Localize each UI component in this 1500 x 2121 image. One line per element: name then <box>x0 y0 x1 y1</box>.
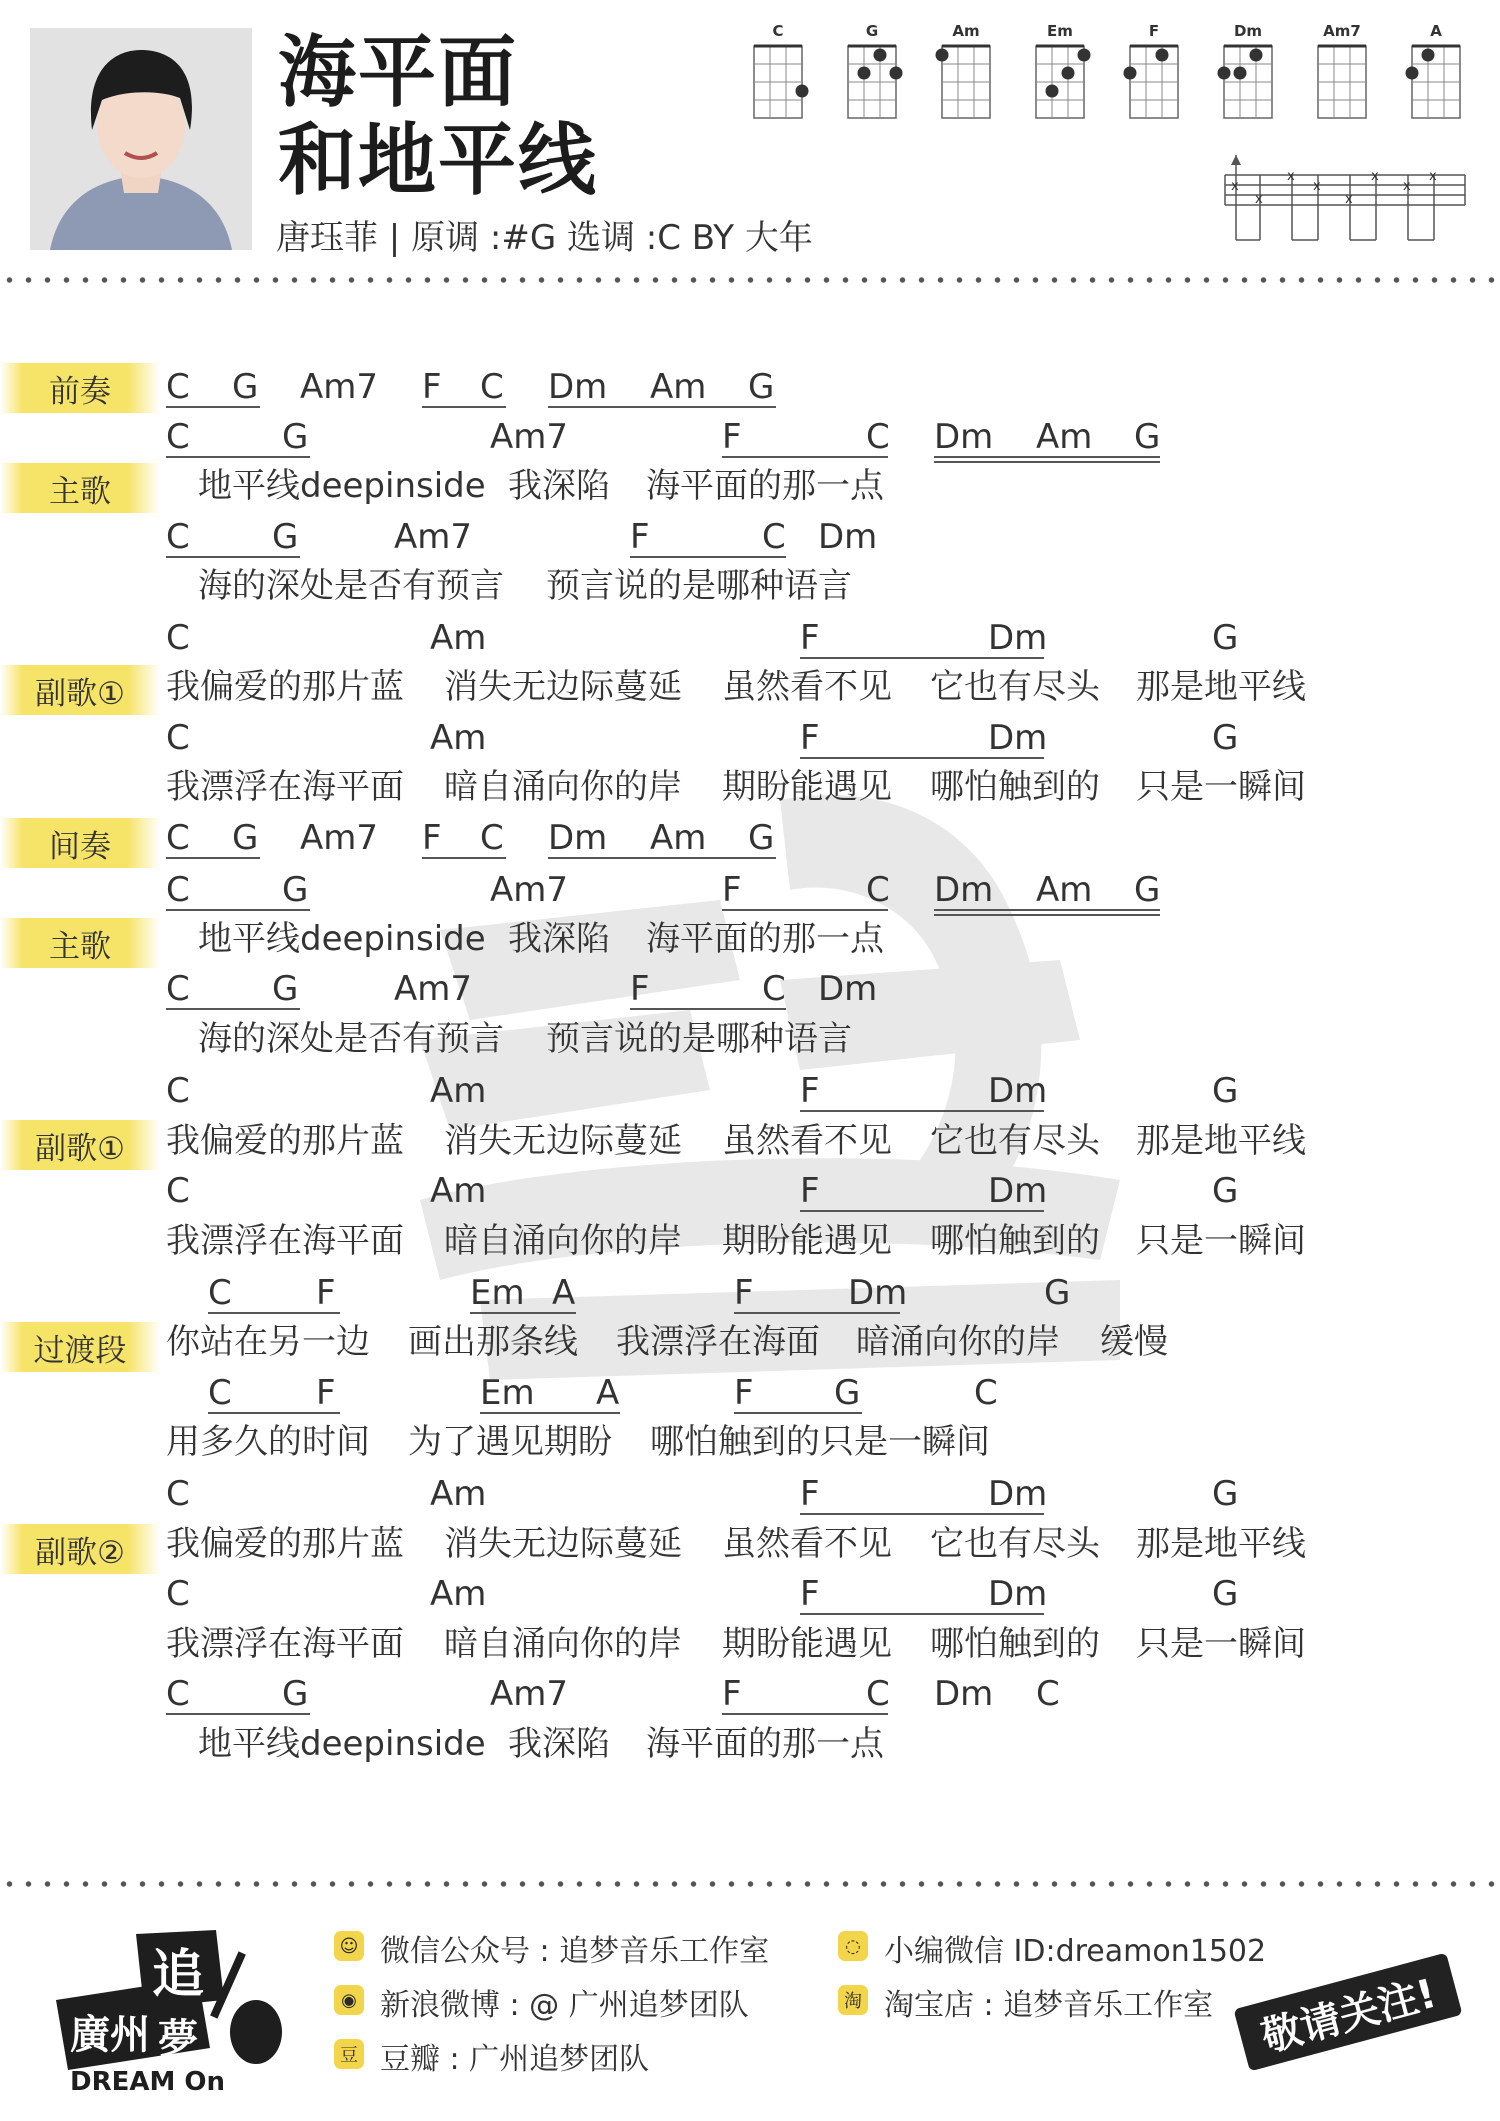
lyric: 我漂浮在海平面 <box>166 1624 404 1664</box>
logo-text: DREAM On <box>70 2067 226 2095</box>
taobao-icon: 淘 <box>838 1985 868 2015</box>
chord-underline <box>166 456 310 458</box>
chord: Dm <box>988 618 1048 658</box>
lyric: 我深陷 <box>508 1724 610 1764</box>
chord: C <box>166 618 190 658</box>
chat-icon: ◌ <box>838 1931 868 1961</box>
chord: Am <box>1036 417 1093 457</box>
lyric: 海平面的那一点 <box>646 919 884 959</box>
chord: Am <box>430 1071 487 1111</box>
lyric: 哪怕触到的 <box>930 1221 1100 1261</box>
logo-text: 夢 <box>158 2016 198 2062</box>
lyric: 我偏爱的那片蓝 <box>166 1121 404 1161</box>
lyric: 预言说的是哪种语言 <box>546 566 852 606</box>
chord: Dm <box>988 1071 1048 1111</box>
chord: C <box>166 517 190 557</box>
chord: G <box>272 969 299 1009</box>
finger-dot <box>874 49 887 62</box>
chord: F <box>630 969 650 1009</box>
weibo-icon: ◉ <box>334 1985 364 2015</box>
chord-underline <box>548 406 776 408</box>
chord: F <box>734 1273 754 1313</box>
lyric: 那是地平线 <box>1136 1524 1306 1564</box>
chord: Dm <box>934 417 994 457</box>
svg-text:x: x <box>1255 192 1263 207</box>
finger-dot <box>1046 85 1059 98</box>
chord: Dm <box>988 1474 1048 1514</box>
lyric: 只是一瞬间 <box>1136 1624 1306 1664</box>
chord: F <box>722 417 742 457</box>
chord: G <box>1212 1474 1239 1514</box>
chord: C <box>208 1373 232 1413</box>
chord: C <box>166 1674 190 1714</box>
chord-diagram-label: F <box>1148 22 1160 40</box>
chord-underline <box>422 857 506 859</box>
chord: C <box>480 367 504 407</box>
chord: G <box>1212 1574 1239 1614</box>
chord: Dm <box>818 517 878 557</box>
chord: F <box>422 818 442 858</box>
section-label-chorus: 副歌① <box>0 665 160 715</box>
chord: C <box>762 517 786 557</box>
footer-douban: 豆瓣 : 广州追梦团队 <box>380 2042 650 2077</box>
chord-diagram-g <box>848 22 903 118</box>
chord: G <box>232 818 259 858</box>
chord-diagram-label: C <box>772 22 784 40</box>
finger-dot <box>1156 49 1169 62</box>
logo-text: 追 <box>152 1945 205 2005</box>
finger-dot <box>1422 49 1435 62</box>
chord-diagram-label: G <box>865 22 879 40</box>
lyric: 我偏爱的那片蓝 <box>166 1524 404 1564</box>
chord-diagram-c <box>754 22 809 118</box>
chord-underline <box>800 757 1044 759</box>
chord: G <box>1212 618 1239 658</box>
chord: C <box>480 818 504 858</box>
chord-diagram-am <box>936 22 991 118</box>
chord: C <box>866 1674 890 1714</box>
chord-underline <box>208 1412 340 1414</box>
chord: Am7 <box>490 417 569 457</box>
chord-underline <box>800 1513 1044 1515</box>
dream-on-logo <box>48 1930 288 2095</box>
lyric: 它也有尽头 <box>930 667 1100 707</box>
chord-underline <box>722 456 888 458</box>
chord-diagram-label: Am7 <box>1323 22 1361 40</box>
chord: Am <box>430 718 487 758</box>
chord: F <box>800 1071 820 1111</box>
chord: G <box>282 1674 309 1714</box>
chord-underline <box>800 1210 1044 1212</box>
finger-dot <box>796 85 809 98</box>
svg-text:x: x <box>1313 179 1321 194</box>
chord: C <box>166 367 190 407</box>
chord-underline <box>734 1412 862 1414</box>
chord-diagram-label: Am <box>952 22 980 40</box>
chord: C <box>166 1071 190 1111</box>
chord-underline <box>422 406 506 408</box>
chord-underline <box>208 1312 340 1314</box>
chord-underline <box>548 857 776 859</box>
svg-text:x: x <box>1231 179 1239 194</box>
chord: Em <box>470 1273 525 1313</box>
chord: Am <box>430 618 487 658</box>
chord: G <box>1212 1171 1239 1211</box>
lyric: 虽然看不见 <box>722 667 892 707</box>
chord: C <box>166 969 190 1009</box>
chord: Am7 <box>490 1674 569 1714</box>
chord-underline <box>800 657 1044 659</box>
footer-wechat: 微信公众号 : 追梦音乐工作室 <box>380 1934 770 1969</box>
lyric: 期盼能遇见 <box>722 1221 892 1261</box>
chord: Am7 <box>300 367 379 407</box>
section-label-bridge: 过渡段 <box>0 1322 160 1372</box>
chord: Am <box>430 1171 487 1211</box>
chord: C <box>166 1574 190 1614</box>
chord: C <box>866 417 890 457</box>
chord-diagram-em <box>1036 22 1091 118</box>
chord: Dm <box>988 1171 1048 1211</box>
chord: F <box>800 1171 820 1211</box>
lyric: 暗自涌向你的岸 <box>444 1624 682 1664</box>
section-label-intro: 前奏 <box>0 363 160 413</box>
chord-diagram-label: A <box>1430 22 1442 40</box>
footer-weibo: 新浪微博 : @ 广州追梦团队 <box>380 1988 749 2023</box>
lyric: 地平线deepinside <box>198 1724 486 1764</box>
chord: Am <box>650 818 707 858</box>
chord: G <box>834 1373 861 1413</box>
finger-dot <box>1078 49 1091 62</box>
chord: Dm <box>934 1674 994 1714</box>
chord: G <box>748 367 775 407</box>
chord-underline <box>480 1412 620 1414</box>
lyric: 预言说的是哪种语言 <box>546 1019 852 1059</box>
chord: Am7 <box>394 517 473 557</box>
svg-text:x: x <box>1403 179 1411 194</box>
chord: F <box>800 1474 820 1514</box>
lyric: 哪怕触到的 <box>930 1624 1100 1664</box>
section-label-verse: 主歌 <box>0 918 160 968</box>
chord-underline <box>166 909 310 911</box>
section-label-chorus: 副歌① <box>0 1120 160 1170</box>
lyric: 你站在另一边 <box>166 1322 370 1362</box>
chord-underline <box>934 909 1160 916</box>
lyric: 它也有尽头 <box>930 1524 1100 1564</box>
chord: G <box>282 870 309 910</box>
finger-dot <box>890 67 903 80</box>
chord: F <box>722 1674 742 1714</box>
chord-diagram-am7 <box>1318 22 1366 118</box>
strum-pattern <box>1220 155 1470 259</box>
chord-diagrams <box>748 20 1468 130</box>
lyric: 我漂浮在海面 <box>616 1322 820 1362</box>
chord-underline <box>166 1008 300 1010</box>
chord: Am7 <box>300 818 379 858</box>
lyric: 暗自涌向你的岸 <box>444 1221 682 1261</box>
finger-dot <box>1062 67 1075 80</box>
chord: G <box>272 517 299 557</box>
chord: G <box>282 417 309 457</box>
svg-text:x: x <box>1371 169 1379 184</box>
svg-text:x: x <box>1429 169 1437 184</box>
lyric: 哪怕触到的只是一瞬间 <box>650 1422 990 1462</box>
douban-icon: 豆 <box>334 2039 364 2069</box>
footer-editor: 小编微信 ID:dreamon1502 <box>884 1934 1267 1969</box>
chord: Am <box>430 1474 487 1514</box>
chord: Dm <box>934 870 994 910</box>
lyric: 海平面的那一点 <box>646 1724 884 1764</box>
chord: F <box>722 870 742 910</box>
chord-underline <box>166 1713 310 1715</box>
chord: Am <box>650 367 707 407</box>
lyric: 我深陷 <box>508 919 610 959</box>
chord-underline <box>734 1312 900 1314</box>
lyric: 我漂浮在海平面 <box>166 1221 404 1261</box>
chord: F <box>630 517 650 557</box>
chord: G <box>1044 1273 1071 1313</box>
chord: C <box>166 870 190 910</box>
logo-text: 廣州 <box>70 2012 150 2058</box>
chord-diagram-dm <box>1218 22 1273 118</box>
chord-underline <box>166 857 260 859</box>
lyric: 虽然看不见 <box>722 1121 892 1161</box>
section-label-interlude: 间奏 <box>0 818 160 868</box>
lyric: 画出那条线 <box>408 1322 578 1362</box>
chord: Am <box>1036 870 1093 910</box>
song-title-line1: 海平面 <box>278 28 519 118</box>
chord: C <box>166 1171 190 1211</box>
lyric: 只是一瞬间 <box>1136 1221 1306 1261</box>
chord: Am7 <box>394 969 473 1009</box>
lyric: 海的深处是否有预言 <box>198 1019 504 1059</box>
lyric: 海的深处是否有预言 <box>198 566 504 606</box>
chord: G <box>1212 1071 1239 1111</box>
chord-underline <box>800 1110 1044 1112</box>
finger-dot <box>1124 67 1137 80</box>
song-title-line2: 和地平线 <box>278 116 599 206</box>
lyric: 消失无边际蔓延 <box>444 667 682 707</box>
chord: F <box>800 618 820 658</box>
finger-dot <box>1406 67 1419 80</box>
chord: F <box>734 1373 754 1413</box>
chord: C <box>166 1474 190 1514</box>
lyric: 消失无边际蔓延 <box>444 1121 682 1161</box>
chord-diagram-a <box>1406 22 1461 118</box>
lyric: 那是地平线 <box>1136 1121 1306 1161</box>
lyric: 缓慢 <box>1100 1322 1168 1362</box>
chord: Dm <box>818 969 878 1009</box>
lyric: 为了遇见期盼 <box>408 1422 612 1462</box>
chord-underline <box>722 1713 888 1715</box>
chord-underline <box>630 1008 786 1010</box>
finger-dot <box>1234 67 1247 80</box>
chord: G <box>232 367 259 407</box>
chord: C <box>1036 1674 1060 1714</box>
chord: F <box>422 367 442 407</box>
lyric: 我漂浮在海平面 <box>166 767 404 807</box>
chord: C <box>866 870 890 910</box>
lyric: 海平面的那一点 <box>646 466 884 506</box>
chord: A <box>596 1373 620 1413</box>
chord: A <box>552 1273 576 1313</box>
divider-top <box>0 276 1500 284</box>
finger-dot <box>858 67 871 80</box>
chord: Dm <box>848 1273 908 1313</box>
chord: C <box>762 969 786 1009</box>
chord: C <box>166 718 190 758</box>
lyric: 期盼能遇见 <box>722 1624 892 1664</box>
chord: C <box>166 417 190 457</box>
lyric: 期盼能遇见 <box>722 767 892 807</box>
lyric: 我深陷 <box>508 466 610 506</box>
divider-bottom <box>0 1880 1500 1888</box>
chord-underline <box>630 556 786 558</box>
finger-dot <box>936 49 949 62</box>
chord-diagram-label: Dm <box>1233 22 1263 40</box>
chord-underline <box>470 1312 576 1314</box>
lyric: 地平线deepinside <box>198 919 486 959</box>
chord-diagram-label: Em <box>1047 22 1073 40</box>
lyric: 哪怕触到的 <box>930 767 1100 807</box>
chord-underline <box>934 456 1160 463</box>
follow-badge: 敬请关注! <box>1233 1953 1462 2072</box>
svg-text:x: x <box>1287 169 1295 184</box>
chord: F <box>316 1273 336 1313</box>
chord: Dm <box>548 367 608 407</box>
chord: Am7 <box>490 870 569 910</box>
chord: G <box>1134 417 1161 457</box>
chord: Dm <box>988 1574 1048 1614</box>
chord-underline <box>166 406 260 408</box>
footer-taobao: 淘宝店 : 追梦音乐工作室 <box>884 1988 1214 2023</box>
chord: Dm <box>548 818 608 858</box>
chord: C <box>208 1273 232 1313</box>
chord-underline <box>800 1613 1044 1615</box>
lyric: 暗涌向你的岸 <box>856 1322 1060 1362</box>
chord-underline <box>166 556 300 558</box>
svg-text:x: x <box>1345 192 1353 207</box>
lyric: 暗自涌向你的岸 <box>444 767 682 807</box>
lyric: 只是一瞬间 <box>1136 767 1306 807</box>
chord: F <box>316 1373 336 1413</box>
chord: Em <box>480 1373 535 1413</box>
lyric: 地平线deepinside <box>198 466 486 506</box>
chord: C <box>974 1373 998 1413</box>
finger-dot <box>1218 67 1231 80</box>
chord: G <box>1134 870 1161 910</box>
section-label-chorus-2: 副歌② <box>0 1524 160 1574</box>
chord: G <box>1212 718 1239 758</box>
wechat-icon: ☺ <box>334 1931 364 1961</box>
finger-dot <box>1250 49 1263 62</box>
chord: G <box>748 818 775 858</box>
lyric: 用多久的时间 <box>166 1422 370 1462</box>
chord: F <box>800 1574 820 1614</box>
lyric: 虽然看不见 <box>722 1524 892 1564</box>
artist-photo <box>30 28 252 250</box>
chord: Am <box>430 1574 487 1614</box>
lyric: 消失无边际蔓延 <box>444 1524 682 1564</box>
section-label-verse: 主歌 <box>0 463 160 513</box>
lyric: 那是地平线 <box>1136 667 1306 707</box>
chord-diagram-f <box>1124 22 1179 118</box>
chord-diagram-set <box>748 20 1468 130</box>
lyric: 它也有尽头 <box>930 1121 1100 1161</box>
chord: C <box>166 818 190 858</box>
song-meta: 唐珏菲 | 原调 :#G 选调 :C BY 大年 <box>276 218 813 258</box>
chord: Dm <box>988 718 1048 758</box>
chord: F <box>800 718 820 758</box>
lyric: 我偏爱的那片蓝 <box>166 667 404 707</box>
chord-underline <box>722 909 888 911</box>
